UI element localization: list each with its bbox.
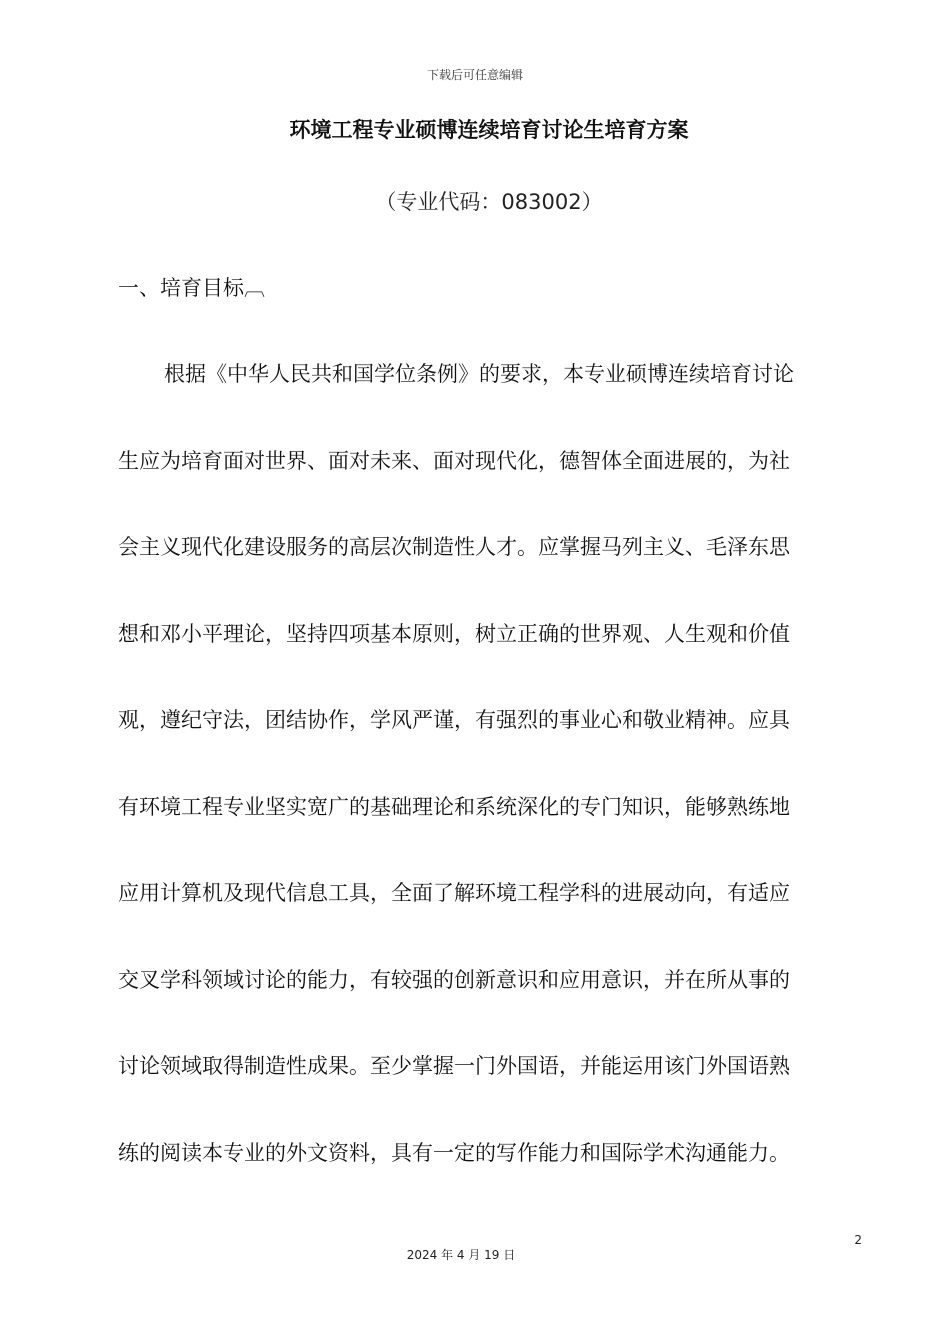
document-subtitle: （专业代码：083002） [375, 190, 603, 214]
section-heading: 一、培育目标︹ [118, 276, 265, 300]
paragraph-line: 根据《中华人民共和国学位条例》的要求，本专业硕博连续培育讨论 [164, 362, 794, 386]
paragraph-line: 想和邓小平理论，坚持四项基本原则，树立正确的世界观、人生观和价值 [118, 621, 790, 646]
body-paragraph [118, 354, 860, 1219]
paragraph-line: 观，遵纪守法，团结协作，学风严谨，有强烈的事业心和敬业精神。应具 [118, 708, 790, 732]
footer-date: 2024 年 4 月 19 日 [406, 1248, 516, 1262]
paragraph-line: 会主义现代化建设服务的高层次制造性人才。应掌握马列主义、毛泽东思 [118, 535, 790, 559]
header-note: 下载后可任意编辑 [426, 68, 523, 82]
page-number: 2 [854, 1233, 862, 1247]
paragraph-line: 讨论领域取得制造性成果。至少掌握一门外国语，并能运用该门外国语熟 [118, 1054, 790, 1078]
paragraph-line: 有环境工程专业坚实宽广的基础理论和系统深化的专门知识，能够熟练地 [118, 794, 790, 819]
document-title: 环境工程专业硕博连续培育讨论生培育方案 [289, 118, 689, 142]
paragraph-line: 练的阅读本专业的外文资料，具有一定的写作能力和国际学术沟通能力。 [118, 1140, 790, 1165]
paragraph-line: 生应为培育面对世界、面对未来、面对现代化，德智体全面进展的，为社 [118, 448, 790, 473]
paragraph-line: 交叉学科领域讨论的能力，有较强的创新意识和应用意识，并在所从事的 [118, 967, 790, 992]
paragraph-line: 应用计算机及现代信息工具，全面了解环境工程学科的进展动向，有适应 [118, 881, 790, 905]
